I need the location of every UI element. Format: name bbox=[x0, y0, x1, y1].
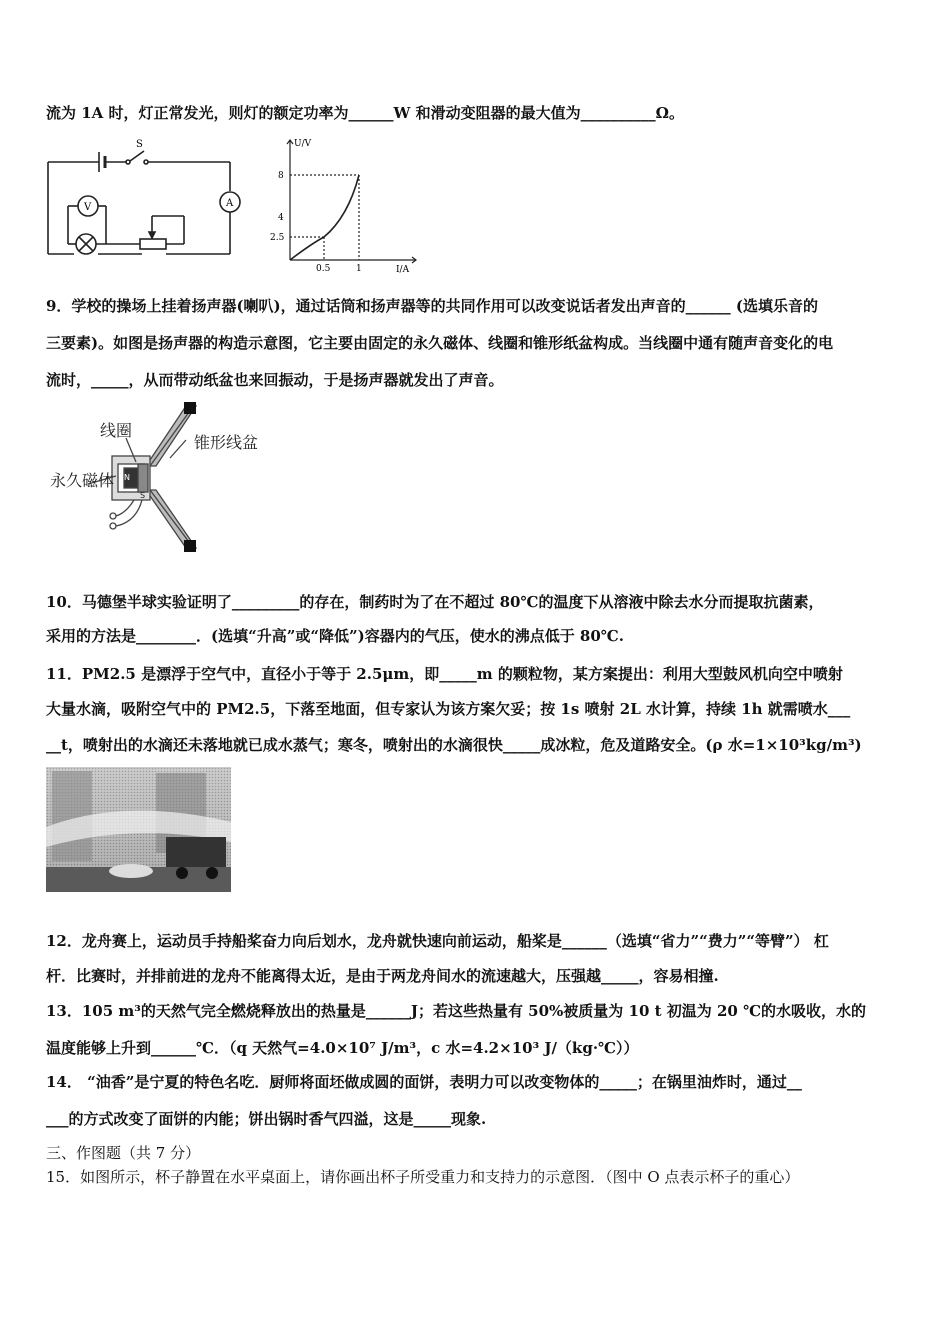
question-9-line-3: 流时，_____，从而带动纸盆也来回振动，于是扬声器就发出了声音。 bbox=[46, 371, 504, 389]
question-11-line-2: 大量水滴，吸附空气中的 PM2.5，下落至地面，但专家认为该方案欠妥；按 1s 喷射 2L 水计算，持续 1h 就需喷水___ bbox=[46, 700, 851, 718]
water-spray-photo bbox=[46, 767, 231, 892]
question-14-line-1: 14． “油香”是宁夏的特色名吃．厨师将面坯做成圆的面饼，表明力可以改变物体的_____；在锅里油炸时，通过__ bbox=[46, 1073, 802, 1091]
magnet-label: 永久磁体 bbox=[50, 471, 115, 490]
question-12-line-1: 12．龙舟赛上，运动员手持船桨奋力向后划水，龙舟就快速向前运动，船桨是______（选填“省力”“费力”“等臂”） 杠 bbox=[46, 932, 829, 950]
x-tick: 0.5 bbox=[316, 264, 331, 274]
s-pole-label: S bbox=[140, 491, 146, 500]
y-tick: 4 bbox=[278, 213, 284, 223]
question-10-line-2: 采用的方法是________．(选填“升高”或“降低”)容器内的气压，使水的沸点低于 80℃. bbox=[46, 627, 625, 645]
voltmeter-label: V bbox=[84, 202, 92, 213]
cone-label bbox=[194, 433, 258, 452]
ui-curve bbox=[290, 175, 359, 260]
question-11-line-1: 11．PM2.5 是漂浮于空气中，直径小于等于 2.5μm，即_____m 的颗粒物，某方案提出：利用大型鼓风机向空中喷射 bbox=[46, 665, 843, 683]
y-tick: 2.5 bbox=[270, 233, 285, 243]
question-11-line-3: __t，喷射出的水滴还未落地就已成水蒸气；寒冬，喷射出的水滴很快_____成冰粒，危及道路安全。(ρ 水=1×10³kg/m³) bbox=[46, 736, 862, 754]
section-heading: 三、作图题（共 7 分） bbox=[46, 1144, 201, 1162]
question-13-line-2: 温度能够上升到______℃．（q 天然气=4.0×10⁷ J/m³，c 水=4.2×10³ J/（kg·℃）） bbox=[46, 1039, 639, 1057]
switch-label: S bbox=[136, 139, 143, 150]
cone-label-text: 锥形线盆 bbox=[194, 433, 259, 452]
x-tick: 1 bbox=[356, 264, 362, 274]
speaker-diagram bbox=[46, 398, 259, 558]
question-10-line-1: 10．马德堡半球实验证明了_________的存在，制药时为了在不超过 80℃的温度下从溶液中除去水分而提取抗菌素， bbox=[46, 593, 824, 611]
text-line: 流为 1A 时，灯正常发光，则灯的额定功率为______W 和滑动变阻器的最大值为__________Ω。 bbox=[46, 104, 684, 122]
ammeter-label: A bbox=[226, 198, 234, 209]
ui-graph bbox=[266, 132, 426, 274]
question-15-line: 15．如图所示，杯子静置在水平桌面上，请你画出杯子所受重力和支持力的示意图．（图中 O 点表示杯子的重心） bbox=[46, 1168, 800, 1186]
y-axis-label: U/V bbox=[294, 139, 312, 149]
coil-label: 线圈 bbox=[100, 421, 133, 440]
question-9-line-2: 三要素)。如图是扬声器的构造示意图，它主要由固定的永久磁体、线圈和锥形纸盆构成。当线圈中通有随声音变化的电 bbox=[46, 334, 834, 352]
x-axis-label: I/A bbox=[396, 265, 410, 275]
circuit-diagram bbox=[44, 136, 244, 266]
question-12-line-2: 杆．比赛时，并排前进的龙舟不能离得太近，是由于两龙舟间水的流速越大，压强越_____，容易相撞. bbox=[46, 967, 719, 985]
question-14-line-2: ___的方式改变了面饼的内能；饼出锅时香气四溢，这是_____现象. bbox=[46, 1110, 487, 1128]
question-9-line-1: 9．学校的操场上挂着扬声器(喇叭)，通过话筒和扬声器等的共同作用可以改变说话者发出声音的______ (选填乐音的 bbox=[46, 297, 818, 315]
question-13-line-1: 13．105 m³的天然气完全燃烧释放出的热量是______J；若这些热量有 50%被质量为 10 t 初温为 20 ℃的水吸收，水的 bbox=[46, 1002, 867, 1020]
n-pole-label: N bbox=[124, 473, 130, 482]
y-tick: 8 bbox=[278, 171, 284, 181]
